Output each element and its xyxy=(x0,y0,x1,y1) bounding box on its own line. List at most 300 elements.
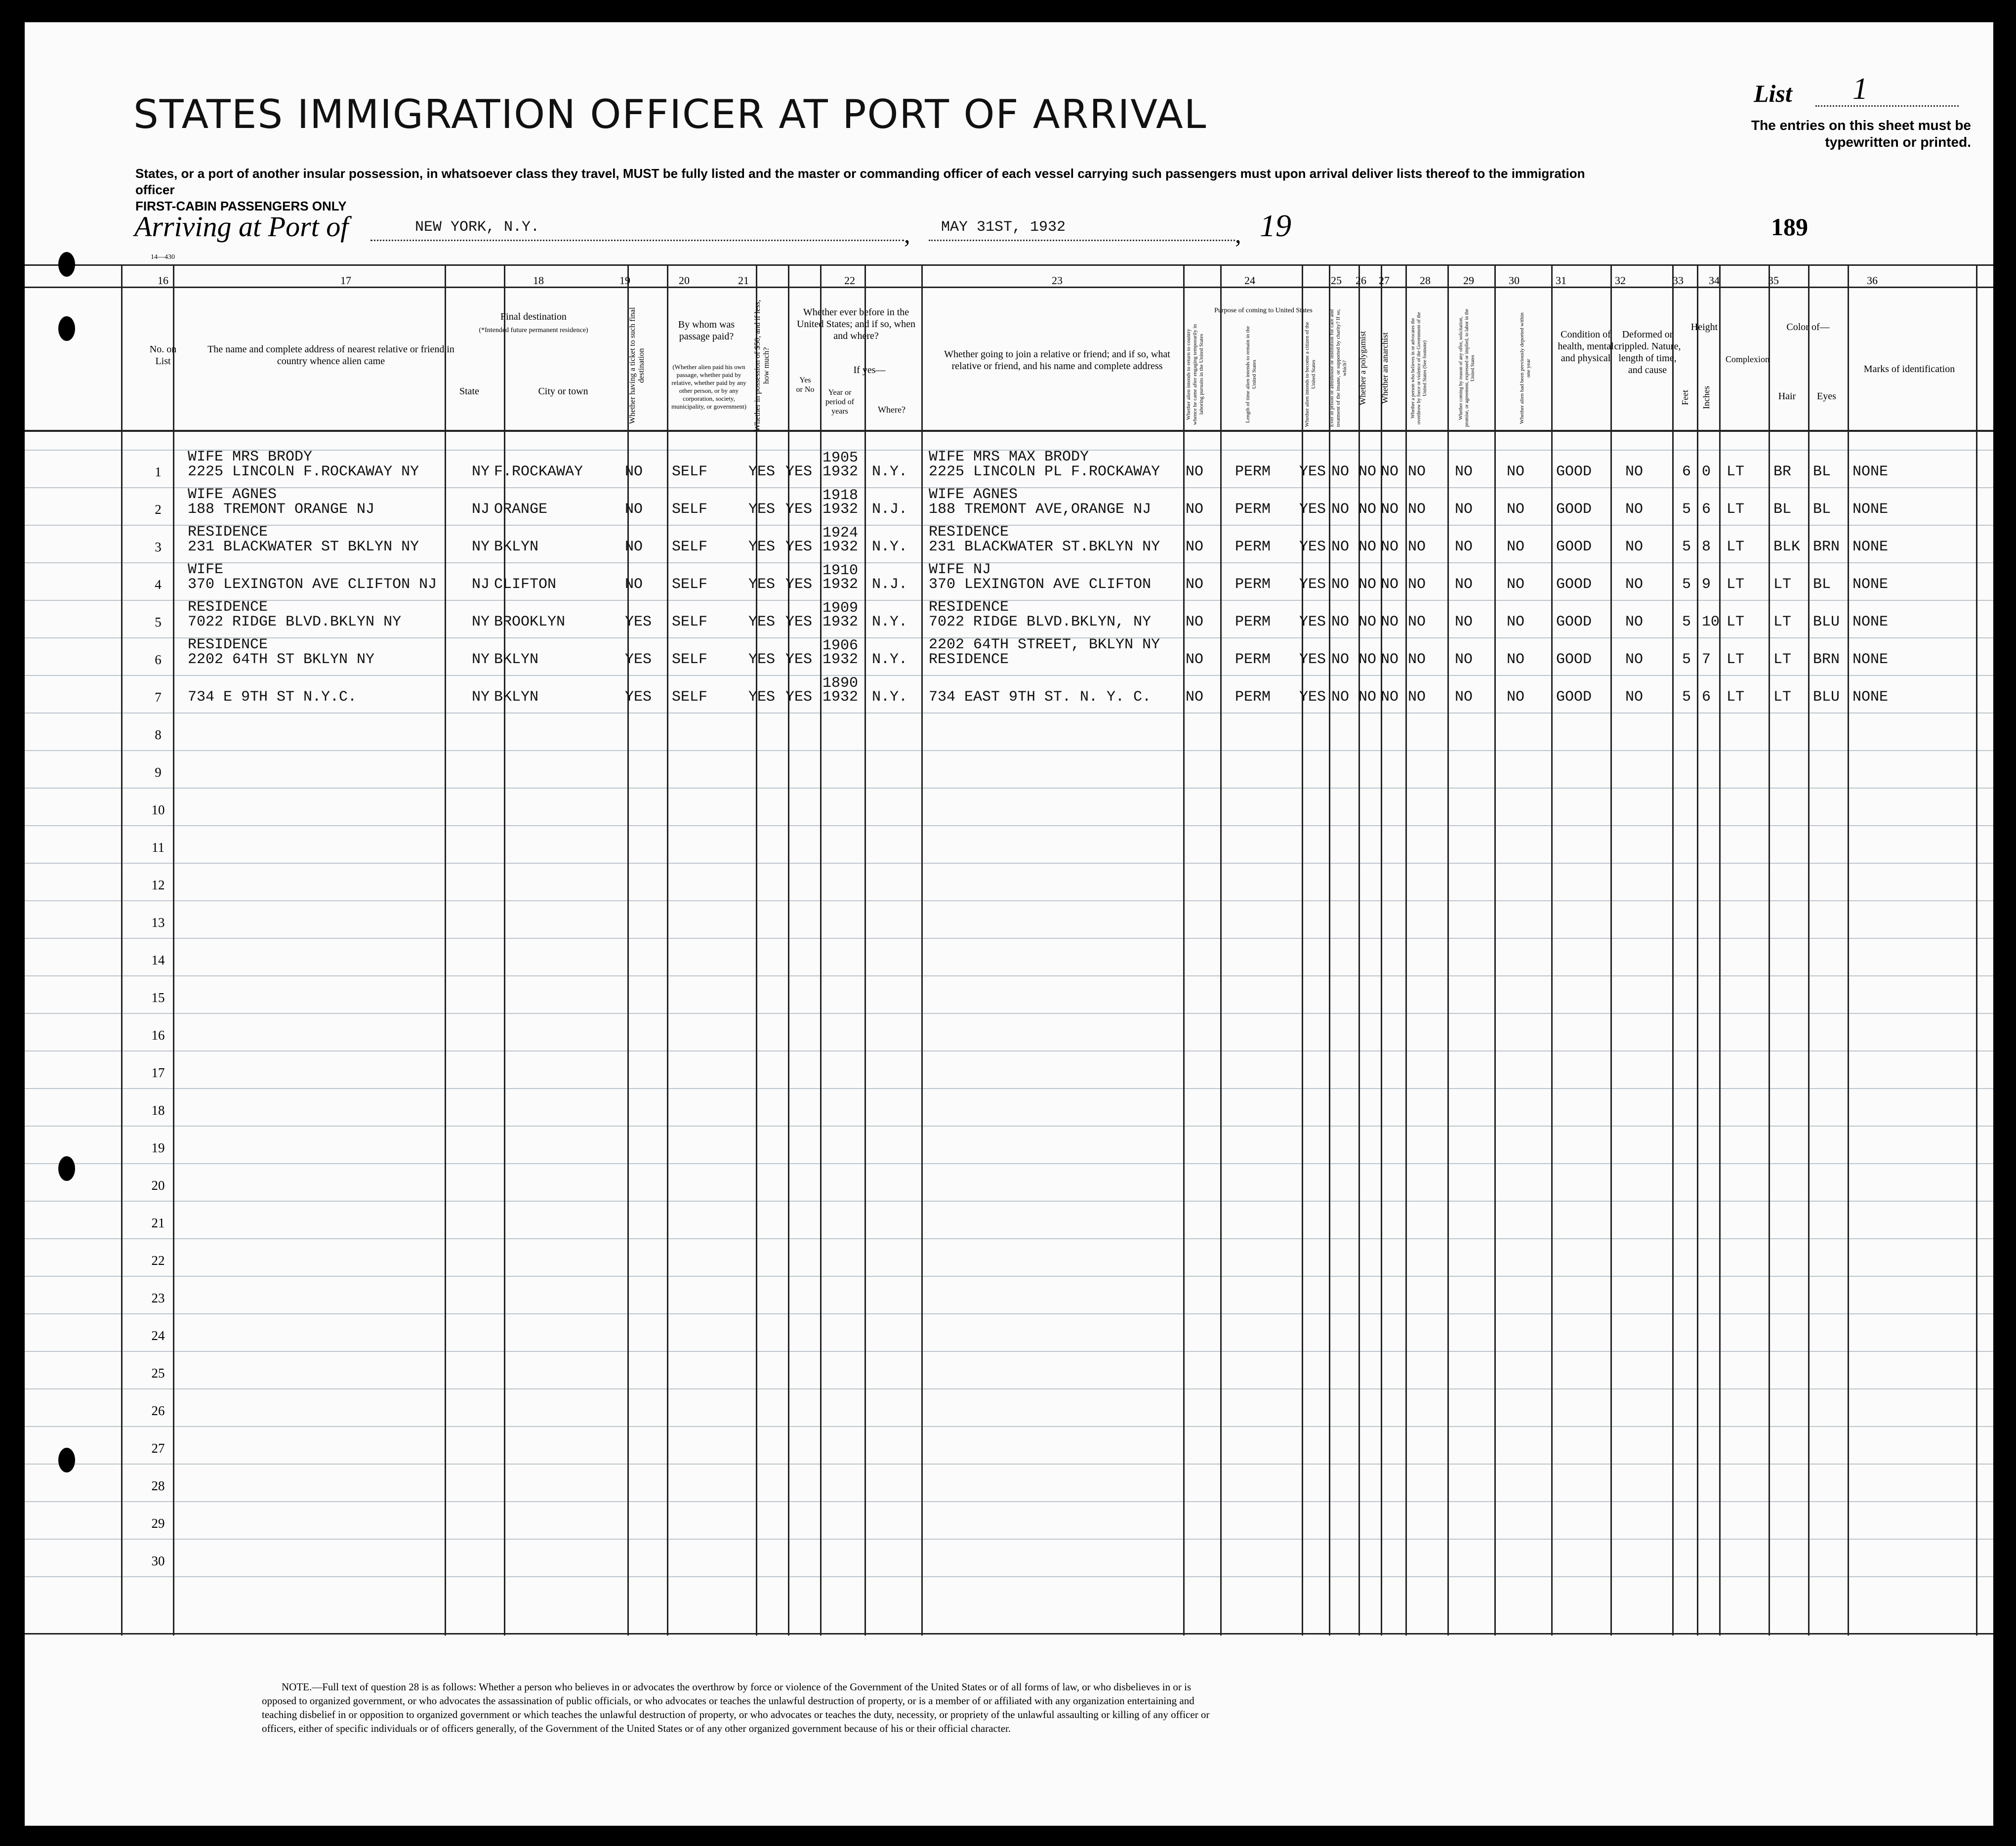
cell-ticket: NO xyxy=(625,539,643,555)
cell-q26: NO xyxy=(1358,463,1377,480)
header-feet: Feet xyxy=(1680,390,1690,406)
cell-q29: NO xyxy=(1455,463,1473,480)
col-num-27: 27 xyxy=(1379,274,1390,287)
cell-deformed: NO xyxy=(1625,463,1644,480)
cell-ticket: NO xyxy=(625,576,643,593)
cell-years-top: 1890 xyxy=(823,675,859,692)
cell-eyes: BLU xyxy=(1813,689,1840,706)
cell-p-c: YES xyxy=(1299,651,1326,668)
row-number: 12 xyxy=(151,878,165,892)
header-yes-no: Yes or No xyxy=(796,376,815,394)
cell-q25: NO xyxy=(1331,689,1350,706)
cell-q28: NO xyxy=(1408,651,1426,668)
cell-rel-addr: 231 BLACKWATER ST BKLYN NY xyxy=(188,539,419,555)
cell-years: 1932 xyxy=(823,539,859,555)
cell-p-a: NO xyxy=(1186,501,1204,518)
column-line xyxy=(1769,264,1770,1636)
cell-paid: SELF xyxy=(672,539,708,555)
cell-rel-top: RESIDENCE xyxy=(188,636,268,653)
cell-q28: NO xyxy=(1408,689,1426,706)
cell-deformed: NO xyxy=(1625,689,1644,706)
cell-p-c: YES xyxy=(1299,689,1326,706)
cell-feet: 5 xyxy=(1682,689,1691,706)
column-line xyxy=(1447,264,1449,1636)
cell-years-top: 1906 xyxy=(823,637,859,654)
cell-hair: LT xyxy=(1773,651,1792,668)
cell-feet: 5 xyxy=(1682,576,1691,593)
header-color-of: Color of— xyxy=(1786,322,1830,333)
cell-feet: 5 xyxy=(1682,651,1691,668)
column-line xyxy=(1329,264,1330,1636)
cell-rel-top: RESIDENCE xyxy=(188,599,268,616)
cell-p-c: YES xyxy=(1299,501,1326,518)
cell-city: BKLYN xyxy=(494,539,539,555)
cell-q29: NO xyxy=(1455,651,1473,668)
cell-years: 1932 xyxy=(823,463,859,480)
footnote-q28: NOTE.—Full text of question 28 is as follows: Whether a person who believes in or advocates the overthrow by force or violence of the Government of the United States or of all forms of law, or who disbelieves in or is opposed to organized government, or who advocates the assassination of public officials, or who advocates or teaches the unlawful destruction of property, or is a member of or affiliated with any organization entertaining and teaching disbelief in or opposition to organized government or which teaches the unlawful destruction of property, or who advocates or teaches the duty, necessity, or propriety of the unlawful assaulting or killing of any officer or officers, either of specific individuals or of officers generally, of the Government of the United States or of any other organized government because of his or their official character. xyxy=(262,1681,1210,1734)
row-number: 11 xyxy=(152,840,165,855)
column-line xyxy=(667,264,668,1636)
cell-rel-top: WIFE xyxy=(188,561,224,578)
cell-years-top: 1910 xyxy=(823,562,859,579)
cell-deformed: NO xyxy=(1625,501,1644,518)
column-line xyxy=(864,264,866,1636)
cell-q26: NO xyxy=(1358,576,1377,593)
header-q28: Whether a person who believes in or advocates the overthrow by force or violence of the Government of the United States (See footnote) xyxy=(1410,312,1428,424)
cell-state: NJ xyxy=(472,501,490,518)
cell-before: YES xyxy=(785,539,813,555)
cell-eyes: BRN xyxy=(1813,651,1840,668)
cell-marks: NONE xyxy=(1852,463,1889,480)
cell-before: YES xyxy=(785,689,813,706)
cell-eyes: BRN xyxy=(1813,539,1840,555)
cell-state: NY xyxy=(472,539,490,555)
col-num-29: 29 xyxy=(1463,274,1474,287)
cell-years-top: 1918 xyxy=(823,487,859,504)
cell-join: 231 BLACKWATER ST.BKLYN NY xyxy=(929,539,1160,555)
binder-hole xyxy=(58,1156,75,1181)
cell-marks: NONE xyxy=(1852,501,1889,518)
header-prison: Ever in prison or almshouse or institution for care and treatment of the insane, or supported by charity? If so, which? xyxy=(1329,309,1348,427)
column-line xyxy=(1697,264,1698,1636)
header-purpose: Purpose of coming to United States xyxy=(1214,307,1313,314)
cell-q28: NO xyxy=(1408,463,1426,480)
cell-p-b: PERM xyxy=(1235,463,1271,480)
cell-p-b: PERM xyxy=(1235,539,1271,555)
cell-q29: NO xyxy=(1455,576,1473,593)
cell-rel-addr: 2202 64TH ST BKLYN NY xyxy=(188,651,375,668)
column-line xyxy=(1848,264,1849,1636)
cell-q25: NO xyxy=(1331,539,1350,555)
cell-marks: NONE xyxy=(1852,576,1889,593)
cell-q25: NO xyxy=(1331,501,1350,518)
header-purpose-b: Length of time alien intends to remain in the United States xyxy=(1245,326,1257,423)
cell-q26: NO xyxy=(1358,689,1377,706)
row-number: 19 xyxy=(151,1140,165,1155)
cell-q25: NO xyxy=(1331,614,1350,630)
header-final-destination-note: (*Intended future permanent residence) xyxy=(479,327,588,334)
subtitle-text: States, or a port of another insular possession, in whatsoever class they travel, MUST be fully listed and the master or commanding officer of each vessel carrying such passengers must upon arrival deliver lists thereof to the immigration officer xyxy=(135,166,1585,197)
cell-q28: NO xyxy=(1408,501,1426,518)
header-state: State xyxy=(459,386,479,397)
cell-paid: SELF xyxy=(672,501,708,518)
cell-inches: 0 xyxy=(1702,463,1711,480)
comma-mark: , xyxy=(904,220,910,248)
cell-where: N.Y. xyxy=(872,651,908,668)
cell-q30: NO xyxy=(1507,463,1525,480)
cell-p-b: PERM xyxy=(1235,651,1271,668)
cell-health: GOOD xyxy=(1556,614,1592,630)
cell-hair: BLK xyxy=(1773,539,1801,555)
cell-inches: 8 xyxy=(1702,539,1711,555)
cell-where: N.J. xyxy=(872,576,908,593)
cell-health: GOOD xyxy=(1556,501,1592,518)
cell-complexion: LT xyxy=(1727,576,1745,593)
col-num-28: 28 xyxy=(1420,274,1431,287)
row-number: 14 xyxy=(151,953,165,967)
cell-city: BKLYN xyxy=(494,689,539,706)
cell-rel-addr: 734 E 9TH ST N.Y.C. xyxy=(188,689,357,706)
cell-ticket: NO xyxy=(625,463,643,480)
header-passage-note: (Whether alien paid his own passage, whether paid by relative, whether paid by any other person, or by any corporation, society, municipality, or government) xyxy=(671,363,746,410)
cell-hair: LT xyxy=(1773,614,1792,630)
subtitle-class: FIRST-CABIN PASSENGERS ONLY xyxy=(135,199,347,213)
cell-q30: NO xyxy=(1507,576,1525,593)
cell-q28: NO xyxy=(1408,539,1426,555)
cell-q25: NO xyxy=(1331,576,1350,593)
header-passage: By whom was passage paid? xyxy=(678,319,735,342)
cell-join-top: 2202 64TH STREET, BKLYN NY xyxy=(929,636,1160,653)
list-label: List xyxy=(1754,80,1792,107)
cell-deformed: NO xyxy=(1625,614,1644,630)
cell-rel-top: WIFE MRS BRODY xyxy=(188,449,313,465)
year-prefix: 19 xyxy=(1260,208,1291,243)
header-purpose-c: Whether alien intends to become a citizen of the United States xyxy=(1304,322,1317,427)
date-value: MAY 31ST, 1932 xyxy=(941,219,1066,236)
row-number: 26 xyxy=(151,1403,165,1418)
cell-years-top: 1905 xyxy=(823,450,859,466)
header-if-yes: If yes— xyxy=(853,365,886,376)
cell-health: GOOD xyxy=(1556,689,1592,706)
cell-before: YES xyxy=(785,501,813,518)
cell-paid: SELF xyxy=(672,689,708,706)
col-num-25: 25 xyxy=(1331,274,1342,287)
form-subtitle xyxy=(135,166,1617,214)
cell-rel-top: WIFE AGNES xyxy=(188,486,277,503)
cell-years: 1932 xyxy=(823,689,859,706)
cell-p-a: NO xyxy=(1186,614,1204,630)
cell-complexion: LT xyxy=(1727,614,1745,630)
cell-q29: NO xyxy=(1455,539,1473,555)
cell-q26: NO xyxy=(1358,651,1377,668)
cell-where: N.Y. xyxy=(872,614,908,630)
cell-inches: 10 xyxy=(1702,614,1720,630)
binder-hole xyxy=(58,252,75,277)
row-number: 13 xyxy=(151,915,165,930)
cell-health: GOOD xyxy=(1556,576,1592,593)
cell-complexion: LT xyxy=(1727,539,1745,555)
column-line xyxy=(1494,264,1496,1636)
row-number: 24 xyxy=(151,1328,165,1343)
cell-money: YES xyxy=(748,614,776,630)
cell-p-c: YES xyxy=(1299,576,1326,593)
cell-ticket: YES xyxy=(625,689,652,706)
cell-q27: NO xyxy=(1381,651,1399,668)
cell-join: 188 TREMONT AVE,ORANGE NJ xyxy=(929,501,1152,518)
row-number: 1 xyxy=(155,464,162,479)
stamp-number: 189 xyxy=(1771,213,1808,241)
row-number: 2 xyxy=(155,502,162,517)
cell-hair: BR xyxy=(1773,463,1792,480)
cell-years-top: 1909 xyxy=(823,600,859,617)
column-line xyxy=(1405,264,1407,1636)
column-line xyxy=(1808,264,1810,1636)
cell-eyes: BL xyxy=(1813,463,1831,480)
cell-state: NJ xyxy=(472,576,490,593)
cell-q28: NO xyxy=(1408,614,1426,630)
column-line xyxy=(1719,264,1721,1636)
cell-before: YES xyxy=(785,614,813,630)
cell-health: GOOD xyxy=(1556,651,1592,668)
row-number: 8 xyxy=(155,727,162,742)
cell-q29: NO xyxy=(1455,501,1473,518)
cell-rel-addr: 188 TREMONT ORANGE NJ xyxy=(188,501,375,518)
col-num-35: 35 xyxy=(1768,274,1779,287)
header-health: Condition of health, mental and physical xyxy=(1558,329,1614,364)
cell-years: 1932 xyxy=(823,501,859,518)
cell-state: NY xyxy=(472,614,490,630)
row-number: 10 xyxy=(151,802,165,817)
row-number: 5 xyxy=(155,615,162,629)
cell-ticket: YES xyxy=(625,651,652,668)
cell-city: CLIFTON xyxy=(494,576,557,593)
row-number: 22 xyxy=(151,1253,165,1268)
column-line xyxy=(445,264,446,1636)
cell-eyes: BL xyxy=(1813,501,1831,518)
row-number: 30 xyxy=(151,1553,165,1568)
port-value: NEW YORK, N.Y. xyxy=(415,219,540,236)
cell-eyes: BLU xyxy=(1813,614,1840,630)
row-number: 29 xyxy=(151,1516,165,1531)
cell-health: GOOD xyxy=(1556,539,1592,555)
cell-marks: NONE xyxy=(1852,689,1889,706)
row-number: 17 xyxy=(151,1065,165,1080)
cell-deformed: NO xyxy=(1625,576,1644,593)
cell-complexion: LT xyxy=(1727,651,1745,668)
column-line xyxy=(820,264,822,1636)
header-anarchist: Whether an anarchist xyxy=(1380,332,1390,404)
header-polygamist: Whether a polygamist xyxy=(1358,331,1367,406)
cell-money: YES xyxy=(748,651,776,668)
binder-hole xyxy=(58,316,75,341)
col-num-33: 33 xyxy=(1673,274,1684,287)
row-number: 23 xyxy=(151,1291,165,1305)
cell-q30: NO xyxy=(1507,689,1525,706)
row-number: 28 xyxy=(151,1478,165,1493)
cell-q30: NO xyxy=(1507,614,1525,630)
header-final-destination: Final destination xyxy=(500,311,567,322)
cell-city: F.ROCKAWAY xyxy=(494,463,583,480)
cell-inches: 6 xyxy=(1702,689,1711,706)
header-ticket: Whether having a ticket to such final destination xyxy=(628,307,646,424)
cell-eyes: BL xyxy=(1813,576,1831,593)
cell-rel-top: RESIDENCE xyxy=(188,524,268,541)
col-num-24: 24 xyxy=(1244,274,1255,287)
cell-q28: NO xyxy=(1408,576,1426,593)
cell-complexion: LT xyxy=(1727,689,1745,706)
cell-join: 734 EAST 9TH ST. N. Y. C. xyxy=(929,689,1152,706)
cell-rel-addr: 2225 LINCOLN F.ROCKAWAY NY xyxy=(188,463,419,480)
header-deformed: Deformed or crippled. Nature, length of time, and cause xyxy=(1614,329,1681,376)
cell-state: NY xyxy=(472,463,490,480)
cell-rel-addr: 7022 RIDGE BLVD.BKLYN NY xyxy=(188,614,402,630)
row-number: 6 xyxy=(155,652,162,667)
cell-complexion: LT xyxy=(1727,501,1745,518)
col-num-18: 18 xyxy=(533,274,544,287)
cell-p-a: NO xyxy=(1186,689,1204,706)
cell-paid: SELF xyxy=(672,576,708,593)
column-line xyxy=(1183,264,1185,1636)
cell-deformed: NO xyxy=(1625,539,1644,555)
cell-paid: SELF xyxy=(672,651,708,668)
cell-money: YES xyxy=(748,576,776,593)
col-num-17: 17 xyxy=(340,274,351,287)
manifest-sheet xyxy=(25,22,1993,1833)
cell-q26: NO xyxy=(1358,501,1377,518)
column-line xyxy=(1610,264,1612,1636)
cell-feet: 5 xyxy=(1682,539,1691,555)
cell-q30: NO xyxy=(1507,501,1525,518)
cell-join: RESIDENCE xyxy=(929,651,1009,668)
cell-p-a: NO xyxy=(1186,576,1204,593)
cell-marks: NONE xyxy=(1852,651,1889,668)
cell-money: YES xyxy=(748,501,776,518)
cell-years-top: 1924 xyxy=(823,525,859,542)
header-hair: Hair xyxy=(1778,391,1796,402)
row-number: 21 xyxy=(151,1216,165,1230)
cell-where: N.Y. xyxy=(872,463,908,480)
binder-hole xyxy=(58,1448,75,1472)
header-relative-address: The name and complete address of nearest relative or friend in country whence alien came xyxy=(207,344,454,367)
cell-where: N.Y. xyxy=(872,539,908,555)
col-num-22: 22 xyxy=(844,274,855,287)
cell-ticket: NO xyxy=(625,501,643,518)
header-height: Height xyxy=(1690,322,1718,333)
cell-complexion: LT xyxy=(1727,463,1745,480)
row-number: 3 xyxy=(155,540,162,554)
cell-hair: LT xyxy=(1773,576,1792,593)
cell-p-a: NO xyxy=(1186,463,1204,480)
cell-q30: NO xyxy=(1507,651,1525,668)
cell-p-c: YES xyxy=(1299,539,1326,555)
cell-join-top: WIFE AGNES xyxy=(929,486,1018,503)
col-num-19: 19 xyxy=(619,274,630,287)
header-city: City or town xyxy=(538,386,588,397)
cell-join-top: RESIDENCE xyxy=(929,599,1009,616)
cell-p-b: PERM xyxy=(1235,501,1271,518)
column-line xyxy=(1672,264,1674,1636)
list-number: 1 xyxy=(1852,72,1868,106)
col-num-30: 30 xyxy=(1509,274,1520,287)
cell-money: YES xyxy=(748,539,776,555)
header-eyes: Eyes xyxy=(1817,391,1836,402)
cell-join: 370 LEXINGTON AVE CLIFTON xyxy=(929,576,1152,593)
cell-feet: 5 xyxy=(1682,501,1691,518)
row-number: 4 xyxy=(155,577,162,592)
header-complexion: Complexion xyxy=(1726,354,1769,364)
cell-money: YES xyxy=(748,689,776,706)
column-line xyxy=(121,264,123,1636)
row-number: 16 xyxy=(151,1028,165,1043)
cell-q27: NO xyxy=(1381,689,1399,706)
header-inches: Inches xyxy=(1701,386,1711,410)
cell-deformed: NO xyxy=(1625,651,1644,668)
cell-before: YES xyxy=(785,576,813,593)
cell-rel-addr: 370 LEXINGTON AVE CLIFTON NJ xyxy=(188,576,437,593)
comma-mark-2: , xyxy=(1235,220,1241,248)
cell-paid: SELF xyxy=(672,614,708,630)
cell-p-a: NO xyxy=(1186,539,1204,555)
form-title: STATES IMMIGRATION OFFICER AT PORT OF ARRIVAL xyxy=(133,91,1207,137)
cell-join-top: WIFE MRS MAX BRODY xyxy=(929,449,1089,465)
column-line xyxy=(1551,264,1553,1636)
cell-join-top: WIFE NJ xyxy=(929,561,991,578)
header-join-relative: Whether going to join a relative or friend; and if so, what relative or friend, and his name and complete address xyxy=(944,349,1170,372)
cell-q29: NO xyxy=(1455,689,1473,706)
cell-q27: NO xyxy=(1381,576,1399,593)
col-num-31: 31 xyxy=(1556,274,1566,287)
header-marks: Marks of identification xyxy=(1863,364,1955,375)
cell-ticket: YES xyxy=(625,614,652,630)
cell-q30: NO xyxy=(1507,539,1525,555)
cell-where: N.J. xyxy=(872,501,908,518)
col-num-34: 34 xyxy=(1709,274,1720,287)
header-q29: Whether coming by reason of any offer, solicitation, promise, or agreement, expressed or implied, to labor in the United States xyxy=(1458,309,1476,427)
row-number: 9 xyxy=(155,765,162,780)
cell-q26: NO xyxy=(1358,539,1377,555)
cell-p-a: NO xyxy=(1186,651,1204,668)
cell-inches: 6 xyxy=(1702,501,1711,518)
col-num-21: 21 xyxy=(738,274,749,287)
header-purpose-a: Whether alien intends to return to country whence he came after engaging temporarily in laboring pursuits in the United States xyxy=(1186,324,1204,425)
header-money: Whether in possession of $50, and if less, how much? xyxy=(753,299,771,432)
cell-paid: SELF xyxy=(672,463,708,480)
footer-code: 14—430 xyxy=(1121,1826,1144,1833)
cell-q27: NO xyxy=(1381,539,1399,555)
cell-city: ORANGE xyxy=(494,501,548,518)
cell-p-b: PERM xyxy=(1235,689,1271,706)
row-number: 15 xyxy=(151,990,165,1005)
col-num-23: 23 xyxy=(1052,274,1063,287)
cell-q25: NO xyxy=(1331,463,1350,480)
cell-q27: NO xyxy=(1381,501,1399,518)
cell-q27: NO xyxy=(1381,614,1399,630)
cell-years: 1932 xyxy=(823,614,859,630)
header-where: Where? xyxy=(878,405,905,415)
cell-health: GOOD xyxy=(1556,463,1592,480)
col-num-36: 36 xyxy=(1867,274,1878,287)
cell-p-b: PERM xyxy=(1235,614,1271,630)
cell-p-b: PERM xyxy=(1235,576,1271,593)
col-num-20: 20 xyxy=(679,274,690,287)
form-code: 14—430 xyxy=(151,253,175,261)
cell-q25: NO xyxy=(1331,651,1350,668)
cell-before: YES xyxy=(785,463,813,480)
cell-state: NY xyxy=(472,689,490,706)
cell-hair: BL xyxy=(1773,501,1792,518)
cell-before: YES xyxy=(785,651,813,668)
cell-p-c: YES xyxy=(1299,463,1326,480)
